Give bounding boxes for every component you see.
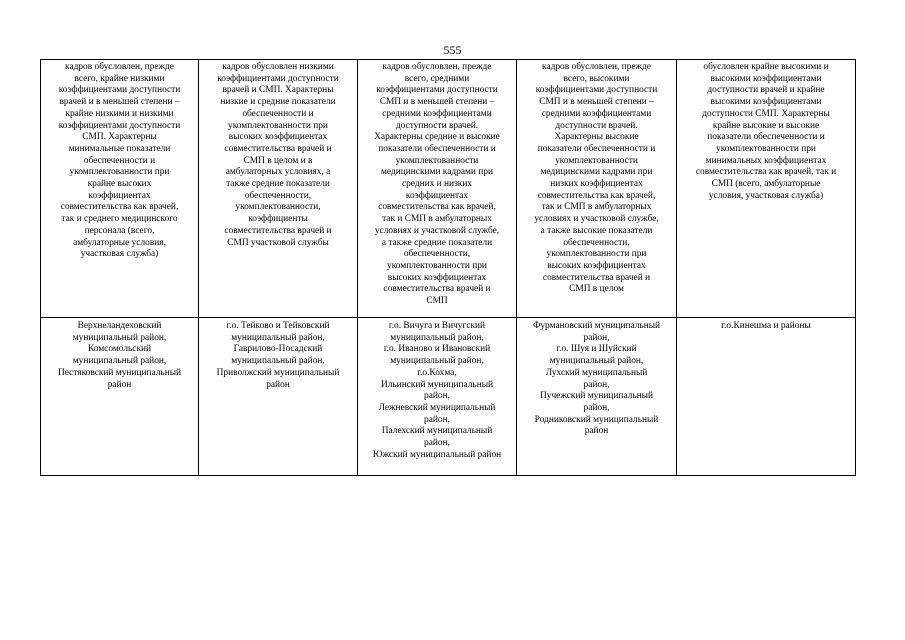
- table-cell: [41, 60, 199, 318]
- cell-text-line: условия, участковая служба): [708, 190, 824, 201]
- cell-text-line: коэффициентами доступности: [535, 85, 658, 96]
- cell-text-line: так и СМП в амбулаторных: [541, 202, 652, 213]
- cell-text-line: СМП в целом и в: [243, 155, 313, 166]
- cell-text-line: совместительства как врачей, так и: [695, 167, 837, 178]
- cell-text-line: район,: [424, 391, 450, 402]
- cell-text-line: Гаврилово-Посадский: [233, 344, 323, 355]
- cell-text-line: СМП участковой службы: [227, 237, 329, 248]
- table-row: [41, 60, 856, 318]
- cell-text-line: обеспеченности и: [242, 108, 314, 119]
- cell-text-line: кадров обусловлен, прежде: [382, 62, 492, 72]
- cell-text-line: Пестяковский муниципальный: [57, 367, 182, 378]
- cell-text-line: условиях и участковой службе,: [534, 214, 659, 225]
- cell-text-line: Характерны средние и высокие: [374, 132, 500, 143]
- cell-text-line: муниципальный район,: [390, 332, 484, 343]
- cell-text-line: Родниковский муниципальный: [534, 414, 659, 425]
- cell-text-line: совместительства врачей и: [383, 284, 491, 295]
- cell-text-line: а также средние показатели: [381, 237, 493, 248]
- cell-text-line: Характерны высокие: [554, 132, 639, 143]
- cell-text-line: муниципальный район,: [390, 356, 484, 367]
- cell-text-line: район,: [583, 332, 610, 343]
- cell-text-line: СМП: [426, 296, 448, 307]
- cell-text-line: обусловлен крайне высокими и: [703, 62, 829, 72]
- cell-text-line: г.о.Кохма,: [417, 367, 457, 378]
- cell-text-line: совместительства врачей и: [542, 272, 651, 283]
- classification-table: [40, 59, 856, 476]
- cell-text-line: коэффициентами доступности: [58, 85, 181, 96]
- cell-text-line: обеспеченности,: [403, 249, 471, 260]
- cell-text-line: СМП (всего, амбулаторные: [711, 179, 821, 190]
- cell-text-line: персонала (всего,: [84, 225, 155, 236]
- cell-text-line: высоких коэффициентах: [228, 132, 328, 143]
- cell-text-line: укомплектованности: [395, 155, 479, 166]
- cell-text-line: медицинскими кадрами при: [540, 167, 653, 178]
- cell-text-line: кадров обусловлен, прежде: [65, 62, 174, 72]
- cell-text-line: высоких коэффициентах: [547, 260, 646, 271]
- cell-text-line: коэффициентами доступности: [217, 73, 339, 84]
- cell-text-line: средними коэффициентами: [382, 108, 492, 119]
- cell-text-line: Южский муниципальный район: [372, 449, 502, 460]
- cell-text-line: крайне высокие и высокие: [712, 120, 820, 131]
- cell-text-line: коэффициентами доступности: [376, 85, 498, 96]
- cell-text-line: муниципальный район,: [231, 332, 325, 343]
- cell-text-line: г.о. Тейково и Тейковский: [226, 321, 330, 331]
- cell-text-line: Комсомольский: [87, 344, 152, 355]
- cell-text-line: Ильинский муниципальный: [380, 379, 494, 390]
- cell-text-line: район,: [424, 438, 450, 449]
- cell-text-line: Палехский муниципальный: [381, 426, 493, 437]
- cell-text-line: низкие и средние показатели: [220, 97, 336, 108]
- cell-text-line: показатели обеспеченности и: [707, 132, 825, 143]
- cell-text-line: Лухский муниципальный: [545, 367, 648, 378]
- cell-text-line: укомплектованности при: [716, 143, 816, 154]
- cell-text-line: участковая служба): [80, 249, 159, 260]
- cell-text-line: доступности врачей.: [555, 120, 638, 131]
- cell-text-line: Пучежский муниципальный: [540, 391, 653, 402]
- cell-text-line: амбулаторные условия,: [73, 237, 166, 248]
- cell-text-line: врачей и СМП. Характерны: [222, 85, 334, 96]
- cell-text-line: так и СМП в амбулаторных: [382, 214, 492, 225]
- cell-text-line: Лежневский муниципальный: [378, 402, 496, 413]
- cell-text-line: Фурмановский муниципальный: [532, 321, 661, 331]
- cell-text-line: показатели обеспеченности и: [378, 143, 496, 154]
- cell-text-line: высоких коэффициентах: [387, 272, 487, 283]
- cell-text-line: обеспеченности и: [83, 155, 156, 166]
- cell-text-line: г.о.Кинешма и районы: [721, 321, 811, 331]
- cell-text-line: коэффициентами доступности: [58, 120, 181, 131]
- cell-text-line: г.о. Иваново и Ивановский: [383, 344, 491, 355]
- cell-text-line: Приволжский муниципальный: [216, 367, 340, 378]
- cell-text-line: район: [107, 379, 132, 390]
- cell-text-line: г.о. Шуя и Шуйский: [556, 344, 637, 355]
- cell-text-line: укомплектованности,: [235, 202, 321, 213]
- cell-text-line: район,: [583, 402, 610, 413]
- cell-text-line: СМП и в меньшей степени –: [379, 97, 495, 108]
- cell-text-line: всего, крайне низкими: [74, 73, 165, 84]
- cell-text-line: высокими коэффициентами: [710, 97, 822, 108]
- cell-text-line: доступности СМП. Характерны: [702, 108, 830, 119]
- cell-text-line: низких коэффициентах: [550, 179, 643, 190]
- table-cell: [199, 318, 358, 476]
- cell-text-line: показатели обеспеченности и: [537, 143, 656, 154]
- cell-text-line: СМП. Характерны: [82, 132, 157, 143]
- cell-text-line: медицинскими кадрами при: [380, 167, 494, 178]
- cell-text-line: Верхнеландеховский: [77, 321, 162, 331]
- table-cell: [41, 318, 199, 476]
- cell-text-line: муниципальный район,: [231, 356, 325, 367]
- table-cell: [677, 60, 856, 318]
- cell-text-line: обеспеченности,: [244, 190, 312, 201]
- table-cell: [358, 60, 517, 318]
- cell-text-line: также средние показатели: [226, 179, 330, 190]
- cell-text-line: район: [266, 379, 290, 390]
- cell-text-line: СМП и в меньшей степени –: [539, 97, 654, 108]
- cell-text-line: крайне высоких: [87, 179, 152, 190]
- cell-text-line: г.о. Вичуга и Вичугский: [388, 321, 486, 331]
- cell-text-line: средних и низких: [401, 179, 473, 190]
- table-row: [41, 318, 856, 476]
- cell-text-line: совместительства как врачей,: [378, 202, 496, 213]
- cell-text-line: условиях и участковой службе,: [374, 225, 500, 236]
- cell-text-line: район: [584, 426, 609, 437]
- cell-text-line: крайне низкими и низкими: [65, 108, 174, 119]
- cell-text-line: доступности врачей.: [395, 120, 479, 131]
- cell-text-line: минимальных коэффициентах: [705, 155, 827, 166]
- table-body: [41, 60, 856, 476]
- cell-text-line: доступности врачей и крайне: [707, 85, 825, 96]
- cell-text-line: район,: [424, 414, 450, 425]
- page-number: 555: [443, 43, 462, 57]
- cell-text-line: кадров обусловлен, прежде: [542, 62, 651, 72]
- cell-text-line: муниципальный район,: [72, 332, 167, 343]
- cell-text-line: совместительства как врачей,: [60, 202, 179, 213]
- cell-text-line: коэффициентах: [405, 190, 469, 201]
- cell-text-line: муниципальный район,: [549, 356, 644, 367]
- cell-text-line: амбулаторных условиях, а: [225, 167, 331, 178]
- cell-text-line: укомплектованности при: [228, 120, 328, 131]
- cell-text-line: укомплектованности: [555, 155, 638, 166]
- cell-text-line: коэффициентах: [88, 190, 151, 201]
- table-cell: [677, 318, 856, 476]
- cell-text-line: высокими коэффициентами: [710, 73, 822, 84]
- cell-text-line: коэффициенты: [248, 214, 308, 225]
- cell-text-line: так и среднего медицинского: [61, 214, 178, 225]
- cell-text-line: средними коэффициентами: [541, 108, 652, 119]
- cell-text-line: а также высокие показатели: [540, 225, 653, 236]
- cell-text-line: укомплектованности при: [387, 260, 487, 271]
- cell-text-line: СМП в целом: [569, 284, 624, 295]
- cell-text-line: всего, высокими: [563, 73, 630, 84]
- cell-text-line: всего, средними: [404, 73, 470, 84]
- table-cell: [199, 60, 358, 318]
- cell-text-line: укомплектованности при: [546, 249, 647, 260]
- cell-text-line: обеспеченности,: [563, 237, 630, 248]
- cell-text-line: совместительства врачей и: [224, 225, 332, 236]
- cell-text-line: совместительства врачей и: [224, 143, 332, 154]
- table-cell: [517, 318, 677, 476]
- table-cell: [358, 318, 517, 476]
- cell-text-line: укомплектованности при: [69, 167, 170, 178]
- cell-text-line: район,: [583, 379, 610, 390]
- cell-text-line: минимальные показатели: [68, 143, 171, 154]
- cell-text-line: совместительства как врачей,: [537, 190, 656, 201]
- table-cell: [517, 60, 677, 318]
- cell-text-line: муниципальный район,: [72, 356, 167, 367]
- cell-text-line: кадров обусловлен низкими: [222, 62, 334, 72]
- cell-text-line: врачей и в меньшей степени –: [59, 97, 180, 108]
